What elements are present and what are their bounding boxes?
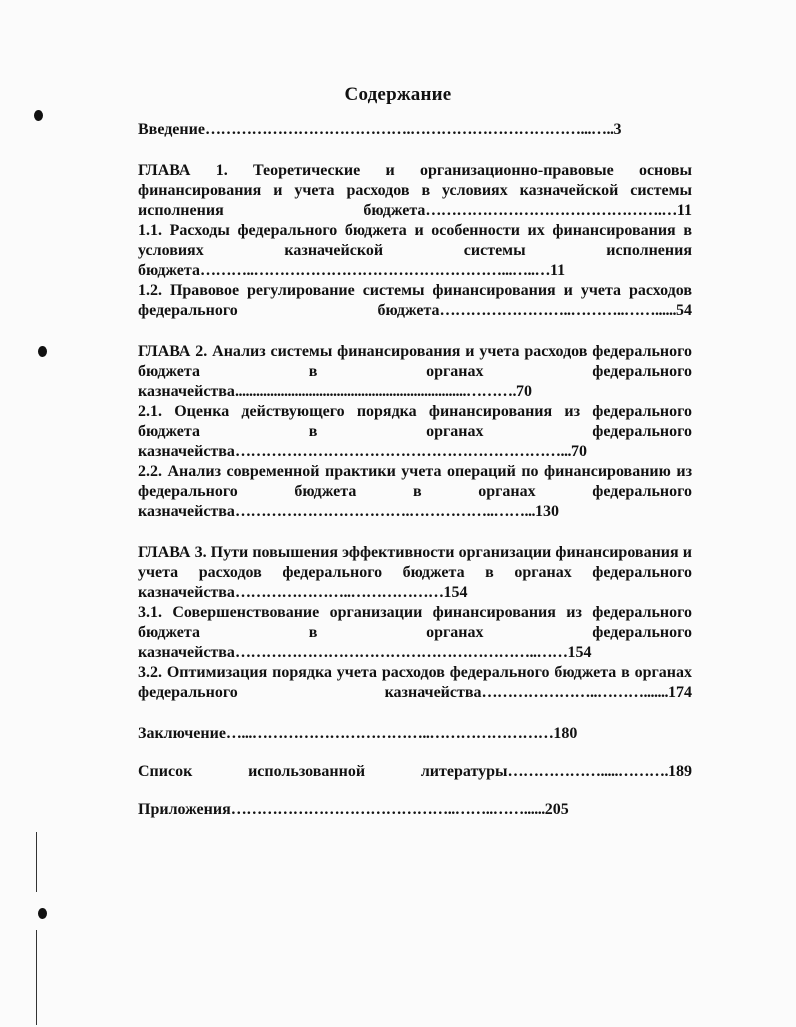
toc-page-number: 154	[567, 644, 592, 661]
toc-leader-dots: …………………………………………………..……	[234, 644, 568, 661]
toc-entry-text: Заключение	[138, 725, 226, 742]
toc-page-number: 205	[544, 801, 569, 818]
toc-page-number: 3	[613, 121, 622, 138]
toc-entry-chapter-2	[138, 342, 692, 402]
punch-hole-mark	[38, 908, 47, 919]
toc-entry-text: 2.1. Оценка действующего порядка финансирования из федерального бюджета в органах федерального казначейства	[138, 403, 692, 460]
toc-page-number: 189	[668, 763, 692, 780]
page-title: Содержание	[344, 84, 452, 105]
toc-entry-conclusion	[138, 724, 692, 744]
toc-page-number: 154	[443, 584, 468, 601]
toc-leader-dots: ………………………………………………………...	[234, 443, 571, 460]
toc-entry-chapter-1	[138, 161, 692, 221]
toc-leader-dots: ……………………..………..……......	[439, 302, 676, 319]
toc-entry-text: ГЛАВА 2. Анализ системы финансирования и учета расходов федерального бюджета в органах федерального казначейства	[138, 343, 692, 400]
toc-page-number: 130	[534, 503, 559, 520]
toc-entry-text: 3.1. Совершенствование организации финансирования из федерального бюджета в органах федерального казначейства	[138, 604, 692, 661]
toc-entry-section-3-2	[138, 663, 692, 703]
toc-leader-dots: …………………..………………	[234, 584, 444, 601]
toc-entry-bibliography	[138, 762, 692, 782]
toc-leader-dots: …………………..……….......	[481, 684, 668, 701]
toc-entry-introduction	[138, 120, 692, 140]
toc-entry-section-2-2	[138, 462, 692, 522]
punch-hole-mark	[38, 346, 47, 357]
toc-page-number: 70	[570, 443, 587, 460]
toc-entry-text: 1.1. Расходы федерального бюджета и особенности их финансирования в условиях казначейской системы исполнения бюджета	[138, 222, 692, 279]
scan-edge-line	[36, 832, 37, 892]
toc-page-number: 11	[676, 202, 692, 219]
toc-entry-text: Список использованной литературы	[138, 763, 508, 780]
toc-entry-text: 2.2. Анализ современной практики учета операций по финансированию из федерального бюджета в органах федерального казначейства	[138, 463, 692, 520]
toc-entry-appendices	[138, 800, 692, 820]
scan-edge-line	[36, 930, 37, 1025]
punch-hole-mark	[34, 110, 43, 121]
toc-leader-dots: ………………………………….……………………………...…..	[204, 121, 614, 138]
table-of-contents	[138, 120, 692, 820]
toc-page-number: 54	[676, 302, 692, 319]
toc-page-number: 174	[668, 684, 692, 701]
toc-entry-text: 1.2. Правовое регулирование системы финансирования и учета расходов федерального бюджета	[138, 282, 692, 319]
toc-entry-text: ГЛАВА 3. Пути повышения эффективности организации финансирования и учета расходов федерального бюджета в органах федерального казначейства	[138, 544, 692, 601]
toc-page-number: 70	[515, 383, 532, 400]
toc-entry-section-2-1	[138, 402, 692, 462]
toc-entry-section-1-2	[138, 281, 692, 321]
toc-leader-dots: …………………………….……………..……...	[234, 503, 535, 520]
toc-leader-dots: ……………….....……….	[507, 763, 668, 780]
toc-leader-dots: ……………………………………..……..……......	[230, 801, 545, 818]
toc-entry-text: ГЛАВА 1. Теоретические и организационно-правовые основы финансирования и учета расходов в условиях казначейской системы исполнения бюджета	[138, 162, 692, 219]
toc-entry-text: Введение	[138, 121, 205, 138]
toc-entry-section-3-1	[138, 603, 692, 663]
toc-leader-dots: ..................................................................……….	[234, 383, 516, 400]
toc-entry-section-1-1	[138, 221, 692, 281]
toc-entry-text: 3.2. Оптимизация порядка учета расходов федерального бюджета в органах федерального казначейства	[138, 664, 692, 701]
toc-leader-dots: …...……………………………..……………………	[225, 725, 554, 742]
toc-leader-dots: ……………………………………….…	[425, 202, 677, 219]
toc-page-number: 180	[553, 725, 578, 742]
toc-entry-text: Приложения	[138, 801, 231, 818]
toc-leader-dots: ………..…………………………………………...…..…	[199, 262, 550, 279]
toc-page-number: 11	[549, 262, 566, 279]
toc-entry-chapter-3	[138, 543, 692, 603]
